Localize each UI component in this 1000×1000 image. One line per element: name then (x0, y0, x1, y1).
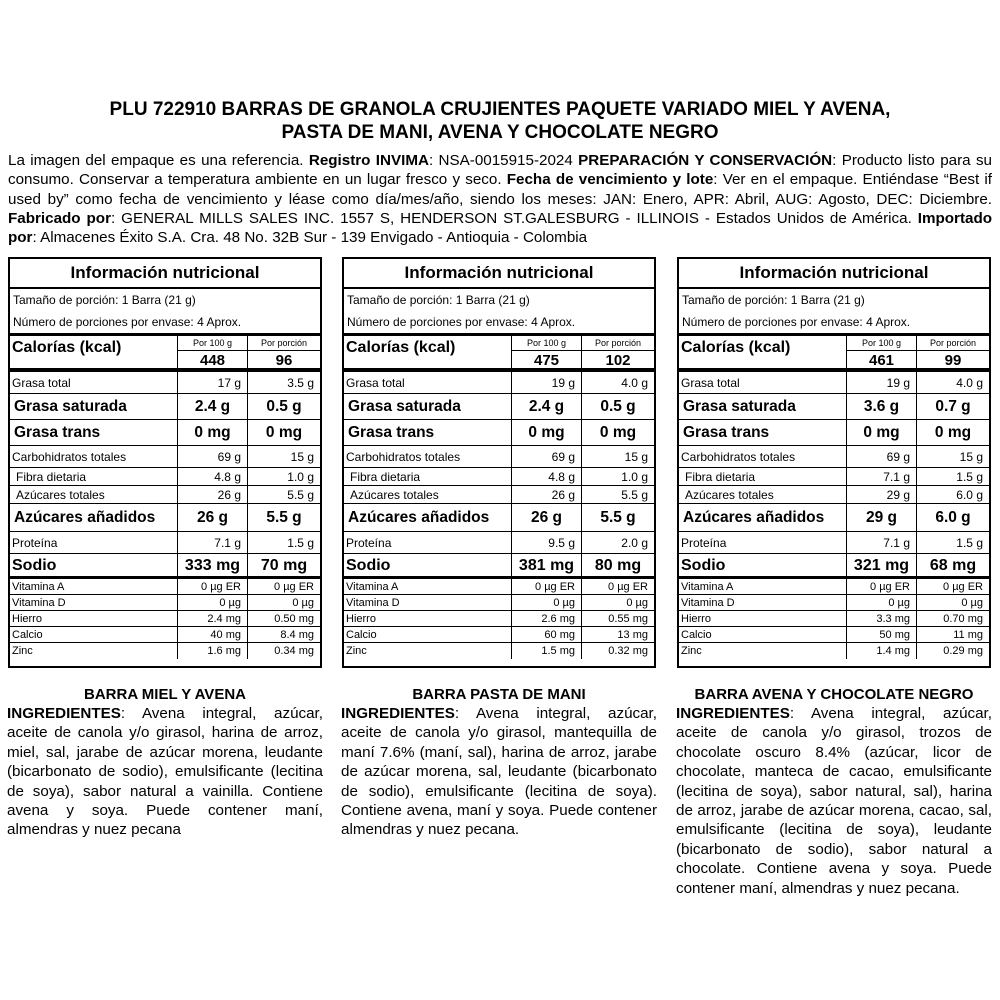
protein-label: Proteína (346, 536, 392, 550)
vitamin-d-perportion: 0 µg (247, 595, 320, 610)
total-fat-perportion: 3.5 g (247, 372, 320, 393)
zinc-label: Zinc (12, 645, 33, 657)
calcium-row (679, 627, 989, 643)
per100-header: Por 100 g (178, 336, 247, 351)
sodium-label: Sodio (681, 557, 726, 574)
calories-perportion-cell (247, 336, 320, 368)
vitamin-a-row (679, 579, 989, 595)
trans-fat-perportion: 0 mg (247, 420, 320, 445)
saturated-fat-row (344, 394, 654, 420)
carbs-per100: 69 g (511, 446, 581, 467)
vitamin-d-perportion: 0 µg (916, 595, 989, 610)
vitamin-a-perportion: 0 µg ER (247, 579, 320, 594)
per100-header: Por 100 g (512, 336, 581, 351)
added-sugars-per100: 26 g (177, 504, 247, 531)
protein-row (679, 532, 989, 554)
page-title (0, 98, 1000, 144)
zinc-row (344, 643, 654, 659)
calories-perportion-cell (916, 336, 989, 368)
fiber-row (679, 468, 989, 486)
nutrition-panel (8, 257, 322, 668)
product-heading: BARRA PASTA DE MANI (412, 686, 586, 703)
calories-per100-cell (846, 336, 916, 368)
vitamin-d-perportion: 0 µg (581, 595, 654, 610)
trans-fat-perportion: 0 mg (581, 420, 654, 445)
saturated-fat-perportion: 0.5 g (247, 394, 320, 419)
iron-label: Hierro (346, 613, 376, 625)
calories-per100-cell (511, 336, 581, 368)
nutrition-panel (677, 257, 991, 668)
servings-per-package: Número de porciones por envase: 4 Aprox. (682, 315, 911, 329)
iron-label: Hierro (681, 613, 711, 625)
vitamin-a-per100: 0 µg ER (846, 579, 916, 594)
calories-perportion: 102 (605, 352, 631, 369)
total-sugars-perportion: 5.5 g (581, 486, 654, 503)
total-sugars-per100: 26 g (177, 486, 247, 503)
intro-bold: PREPARACIÓN Y CONSERVACIÓN (578, 152, 833, 169)
sodium-row (679, 554, 989, 579)
fiber-row (344, 468, 654, 486)
carbs-perportion: 15 g (581, 446, 654, 467)
total-sugars-label: Azúcares totales (350, 488, 439, 502)
protein-perportion: 1.5 g (247, 532, 320, 553)
total-sugars-row (10, 486, 320, 504)
saturated-fat-per100: 3.6 g (846, 394, 916, 419)
carbs-row (344, 446, 654, 468)
calcium-per100: 60 mg (511, 627, 581, 642)
product-heading: BARRA MIEL Y AVENA (84, 686, 246, 703)
zinc-per100: 1.6 mg (177, 643, 247, 659)
calcium-row (10, 627, 320, 643)
total-fat-perportion: 4.0 g (581, 372, 654, 393)
calories-per100: 448 (199, 352, 226, 369)
product-heading: BARRA AVENA Y CHOCOLATE NEGRO (694, 686, 974, 703)
total-sugars-perportion: 6.0 g (916, 486, 989, 503)
sodium-row (10, 554, 320, 579)
intro-bold: Registro INVIMA (308, 152, 429, 169)
calcium-label: Calcio (346, 629, 377, 641)
protein-row (10, 532, 320, 554)
protein-perportion: 1.5 g (916, 532, 989, 553)
ingredients-block (341, 686, 657, 840)
calcium-per100: 50 mg (846, 627, 916, 642)
total-fat-row (344, 372, 654, 394)
vitamin-a-label: Vitamina A (681, 581, 734, 593)
total-sugars-per100: 26 g (511, 486, 581, 503)
ingredients-text (676, 704, 992, 898)
total-fat-label: Grasa total (346, 376, 405, 390)
calories-per100-cell (177, 336, 247, 368)
calories-perportion: 99 (944, 352, 962, 369)
intro-text: : Almacenes Éxito S.A. Cra. 48 No. 32B Sur - 139 Envigado - Antioquia - Colombia (32, 229, 588, 247)
added-sugars-row (344, 504, 654, 532)
sodium-perportion: 80 mg (581, 554, 654, 576)
calories-label: Calorías (kcal) (681, 339, 791, 356)
calories-label: Calorías (kcal) (12, 339, 122, 356)
vitamin-d-label: Vitamina D (12, 597, 66, 609)
vitamin-a-per100: 0 µg ER (177, 579, 247, 594)
title-line-2: PASTA DE MANI, AVENA Y CHOCOLATE NEGRO (281, 122, 719, 143)
sodium-per100: 333 mg (177, 554, 247, 576)
added-sugars-per100: 29 g (846, 504, 916, 531)
saturated-fat-label: Grasa saturada (348, 398, 461, 415)
calcium-label: Calcio (681, 629, 712, 641)
per100-header: Por 100 g (847, 336, 916, 351)
intro-text: : NSA-0015915-2024 (428, 152, 579, 169)
calories-perportion: 96 (275, 352, 293, 369)
trans-fat-label: Grasa trans (348, 424, 435, 441)
carbs-label: Carbohidratos totales (346, 450, 461, 464)
perportion-header: Por porción (582, 336, 654, 351)
total-sugars-row (344, 486, 654, 504)
calcium-label: Calcio (12, 629, 43, 641)
serving-info (10, 289, 320, 336)
vitamin-d-row (344, 595, 654, 611)
fiber-perportion: 1.5 g (916, 468, 989, 485)
saturated-fat-perportion: 0.5 g (581, 394, 654, 419)
trans-fat-label: Grasa trans (14, 424, 101, 441)
iron-per100: 2.6 mg (511, 611, 581, 626)
fiber-label: Fibra dietaria (350, 470, 421, 484)
ingredients-block (7, 686, 323, 840)
serving-size: Tamaño de porción: 1 Barra (21 g) (13, 293, 196, 307)
total-sugars-label: Azúcares totales (16, 488, 105, 502)
added-sugars-label: Azúcares añadidos (683, 509, 825, 526)
calcium-per100: 40 mg (177, 627, 247, 642)
serving-info (344, 289, 654, 336)
ingredients-label: INGREDIENTES (676, 705, 790, 722)
protein-row (344, 532, 654, 554)
perportion-header: Por porción (248, 336, 320, 351)
iron-perportion: 0.55 mg (581, 611, 654, 626)
panel-title: Información nutricional (679, 259, 989, 289)
vitamin-a-perportion: 0 µg ER (916, 579, 989, 594)
saturated-fat-row (679, 394, 989, 420)
vitamin-a-per100: 0 µg ER (511, 579, 581, 594)
saturated-fat-label: Grasa saturada (14, 398, 127, 415)
vitamin-a-label: Vitamina A (346, 581, 399, 593)
intro-text: : Producto listo para su consumo. Conservar a temperatura ambiente en un lugar fresco y seco. (8, 152, 992, 189)
trans-fat-per100: 0 mg (177, 420, 247, 445)
protein-per100: 7.1 g (846, 532, 916, 553)
vitamin-a-label: Vitamina A (12, 581, 65, 593)
vitamin-d-label: Vitamina D (346, 597, 400, 609)
calories-row (679, 336, 989, 372)
fiber-perportion: 1.0 g (247, 468, 320, 485)
vitamin-d-label: Vitamina D (681, 597, 735, 609)
fiber-label: Fibra dietaria (16, 470, 87, 484)
iron-per100: 3.3 mg (846, 611, 916, 626)
intro-text: : Ver en el empaque. Entiéndase “Best if used by” como fecha de vencimiento y léase como día/mes/año, siendo los meses: JAN: Enero, APR: Abril, AUG: Agosto, DEC: Diciembre. (8, 171, 993, 208)
ingredients-label: INGREDIENTES (341, 705, 455, 722)
perportion-header: Por porción (917, 336, 989, 351)
carbs-row (679, 446, 989, 468)
vitamin-a-perportion: 0 µg ER (581, 579, 654, 594)
ingredients-text (341, 704, 657, 840)
vitamin-a-row (344, 579, 654, 595)
total-sugars-row (679, 486, 989, 504)
fiber-row (10, 468, 320, 486)
zinc-row (679, 643, 989, 659)
added-sugars-row (10, 504, 320, 532)
added-sugars-row (679, 504, 989, 532)
carbs-perportion: 15 g (247, 446, 320, 467)
sodium-per100: 321 mg (846, 554, 916, 576)
total-fat-per100: 19 g (511, 372, 581, 393)
sodium-per100: 381 mg (511, 554, 581, 576)
added-sugars-perportion: 5.5 g (581, 504, 654, 531)
total-fat-row (10, 372, 320, 394)
total-sugars-label: Azúcares totales (685, 488, 774, 502)
iron-row (344, 611, 654, 627)
zinc-per100: 1.4 mg (846, 643, 916, 659)
panel-title: Información nutricional (10, 259, 320, 289)
vitamin-d-per100: 0 µg (846, 595, 916, 610)
calories-row (10, 336, 320, 372)
serving-size: Tamaño de porción: 1 Barra (21 g) (347, 293, 530, 307)
calories-row (344, 336, 654, 372)
protein-per100: 7.1 g (177, 532, 247, 553)
total-fat-per100: 19 g (846, 372, 916, 393)
calories-perportion-cell (581, 336, 654, 368)
added-sugars-perportion: 6.0 g (916, 504, 989, 531)
total-sugars-per100: 29 g (846, 486, 916, 503)
sodium-perportion: 70 mg (247, 554, 320, 576)
ingredients-list: : Avena integral, azúcar, aceite de canola y/o girasol, mantequilla de maní 7.6% (maní, sal), harina de arroz, jarabe de azúcar morena, sal, leudante (bicarbonato de sodio), emulsificante (lecitina de soya). Contiene avena, maní y soya. Puede contener almendras y nuez pecana. (341, 705, 657, 839)
ingredients-text (7, 704, 323, 840)
calcium-perportion: 11 mg (916, 627, 989, 642)
calcium-perportion: 8.4 mg (247, 627, 320, 642)
fiber-label: Fibra dietaria (685, 470, 756, 484)
zinc-label: Zinc (346, 645, 367, 657)
sodium-label: Sodio (12, 557, 57, 574)
carbs-per100: 69 g (177, 446, 247, 467)
carbs-perportion: 15 g (916, 446, 989, 467)
ingredients-list: : Avena integral, azúcar, aceite de canola y/o girasol, harina de arroz, miel, sal, jarabe de azúcar morena, leudante (bicarbonato de sodio), emulsificante (lecitina de soya), sabor natural a vainilla. Contiene avena y soya. Puede contener maní, almendras y nuez pecana (7, 705, 323, 839)
vitamin-d-per100: 0 µg (177, 595, 247, 610)
iron-per100: 2.4 mg (177, 611, 247, 626)
fiber-per100: 4.8 g (511, 468, 581, 485)
added-sugars-label: Azúcares añadidos (348, 509, 490, 526)
intro-text: : GENERAL MILLS SALES INC. 1557 S, HENDERSON ST.GALESBURG - ILLINOIS - Estados Unidos de América. (110, 209, 918, 227)
sodium-label: Sodio (346, 557, 391, 574)
ingredients-list: : Avena integral, azúcar, aceite de canola y/o girasol, trozos de chocolate oscuro 8.4% (azúcar, licor de chocolate, manteca de cacao, emulsificante (lecitina de soya), sabor natural, sal), harina de arroz, jarabe de azúcar morena, cacao, sal, emulsificante (lecitina de soya), leudante (bicarbonato de sodio), sabor natural a chocolate. Contiene avena y soya. Puede contener maní, almendras y nuez pecana. (676, 705, 992, 897)
intro-text: La imagen del empaque es una referencia. (8, 152, 309, 169)
zinc-row (10, 643, 320, 659)
trans-fat-per100: 0 mg (846, 420, 916, 445)
iron-perportion: 0.70 mg (916, 611, 989, 626)
ingredients-block (676, 686, 992, 898)
carbs-per100: 69 g (846, 446, 916, 467)
saturated-fat-per100: 2.4 g (511, 394, 581, 419)
servings-per-package: Número de porciones por envase: 4 Aprox. (13, 315, 242, 329)
vitamin-d-per100: 0 µg (511, 595, 581, 610)
serving-size: Tamaño de porción: 1 Barra (21 g) (682, 293, 865, 307)
trans-fat-label: Grasa trans (683, 424, 770, 441)
zinc-perportion: 0.34 mg (247, 643, 320, 659)
saturated-fat-perportion: 0.7 g (916, 394, 989, 419)
zinc-per100: 1.5 mg (511, 643, 581, 659)
total-fat-perportion: 4.0 g (916, 372, 989, 393)
servings-per-package: Número de porciones por envase: 4 Aprox. (347, 315, 576, 329)
intro-paragraph (8, 151, 992, 247)
trans-fat-per100: 0 mg (511, 420, 581, 445)
total-sugars-perportion: 5.5 g (247, 486, 320, 503)
iron-row (679, 611, 989, 627)
trans-fat-row (679, 420, 989, 446)
calcium-row (344, 627, 654, 643)
zinc-label: Zinc (681, 645, 702, 657)
carbs-row (10, 446, 320, 468)
carbs-label: Carbohidratos totales (681, 450, 796, 464)
added-sugars-perportion: 5.5 g (247, 504, 320, 531)
panel-title: Información nutricional (344, 259, 654, 289)
fiber-per100: 7.1 g (846, 468, 916, 485)
sodium-perportion: 68 mg (916, 554, 989, 576)
carbs-label: Carbohidratos totales (12, 450, 127, 464)
trans-fat-perportion: 0 mg (916, 420, 989, 445)
saturated-fat-label: Grasa saturada (683, 398, 796, 415)
calories-per100: 475 (533, 352, 560, 369)
zinc-perportion: 0.32 mg (581, 643, 654, 659)
protein-perportion: 2.0 g (581, 532, 654, 553)
intro-bold: Fabricado por (8, 209, 111, 227)
vitamin-d-row (679, 595, 989, 611)
total-fat-per100: 17 g (177, 372, 247, 393)
vitamin-a-row (10, 579, 320, 595)
nutrition-panel (342, 257, 656, 668)
iron-perportion: 0.50 mg (247, 611, 320, 626)
protein-label: Proteína (681, 536, 727, 550)
intro-bold: Importado por (8, 209, 993, 247)
saturated-fat-per100: 2.4 g (177, 394, 247, 419)
calories-label: Calorías (kcal) (346, 339, 456, 356)
total-fat-row (679, 372, 989, 394)
total-fat-label: Grasa total (12, 376, 71, 390)
intro-bold: Fecha de vencimiento y lote (506, 171, 714, 189)
calcium-perportion: 13 mg (581, 627, 654, 642)
zinc-perportion: 0.29 mg (916, 643, 989, 659)
protein-per100: 9.5 g (511, 532, 581, 553)
added-sugars-label: Azúcares añadidos (14, 509, 156, 526)
iron-row (10, 611, 320, 627)
ingredients-label: INGREDIENTES (7, 705, 121, 722)
calories-per100: 461 (868, 352, 895, 369)
serving-info (679, 289, 989, 336)
fiber-per100: 4.8 g (177, 468, 247, 485)
iron-label: Hierro (12, 613, 42, 625)
added-sugars-per100: 26 g (511, 504, 581, 531)
protein-label: Proteína (12, 536, 58, 550)
fiber-perportion: 1.0 g (581, 468, 654, 485)
total-fat-label: Grasa total (681, 376, 740, 390)
trans-fat-row (344, 420, 654, 446)
title-line-1: PLU 722910 BARRAS DE GRANOLA CRUJIENTES PAQUETE VARIADO MIEL Y AVENA, (109, 99, 891, 120)
vitamin-d-row (10, 595, 320, 611)
saturated-fat-row (10, 394, 320, 420)
sodium-row (344, 554, 654, 579)
trans-fat-row (10, 420, 320, 446)
